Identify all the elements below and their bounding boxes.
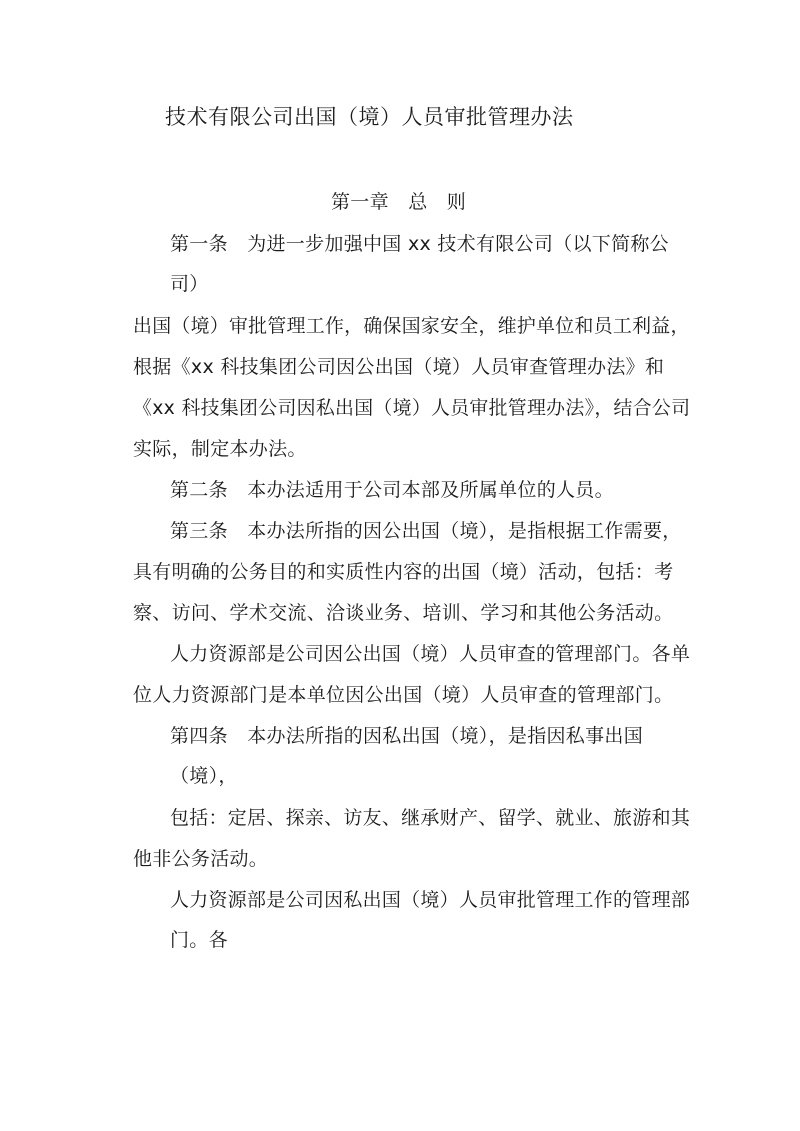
paragraph-line: 具有明确的公务目的和实质性内容的出国（境）活动，包括：考 (133, 561, 674, 583)
chapter-heading: 第一章 总 则 (331, 191, 467, 213)
paragraph-line: 人力资源部是公司因私出国（境）人员审批管理工作的管理部 (170, 889, 691, 911)
paragraph-line: 司） (170, 273, 209, 295)
paragraph-line: 出国（境）审批管理工作，确保国家安全，维护单位和员工利益， (133, 315, 690, 337)
paragraph-line: 包括：定居、探亲、访友、继承财产、留学、就业、旅游和其 (170, 807, 691, 829)
paragraph-line: 察、访问、学术交流、洽谈业务、培训、学习和其他公务活动。 (133, 602, 674, 624)
paragraph-line: 第一条 为进一步加强中国 xx 技术有限公司（以下简称公 (170, 233, 669, 255)
paragraph-line: 第三条 本办法所指的因公出国（境），是指根据工作需要， (170, 520, 682, 542)
paragraph-line: 位人力资源部门是本单位因公出国（境）人员审查的管理部门。 (133, 684, 674, 706)
paragraph-line: 第四条 本办法所指的因私出国（境），是指因私事出国 (170, 725, 644, 747)
paragraph-line: 他非公务活动。 (133, 848, 269, 870)
paragraph-line: 人力资源部是公司因公出国（境）人员审查的管理部门。各单 (170, 643, 691, 665)
paragraph-line: 根据《xx 科技集团公司因公出国（境）人员审查管理办法》和 (133, 356, 665, 378)
paragraph-line: （境）， (170, 765, 238, 787)
paragraph-line: 第二条 本办法适用于公司本部及所属单位的人员。 (170, 479, 614, 501)
document-title: 技术有限公司出国（境）人员审批管理办法 (165, 105, 574, 129)
paragraph-line: 实际，制定本办法。 (133, 438, 307, 460)
paragraph-line: 《xx 科技集团公司因私出国（境）人员审批管理办法》，结合公司 (133, 397, 691, 419)
paragraph-line: 门。各 (170, 929, 228, 951)
